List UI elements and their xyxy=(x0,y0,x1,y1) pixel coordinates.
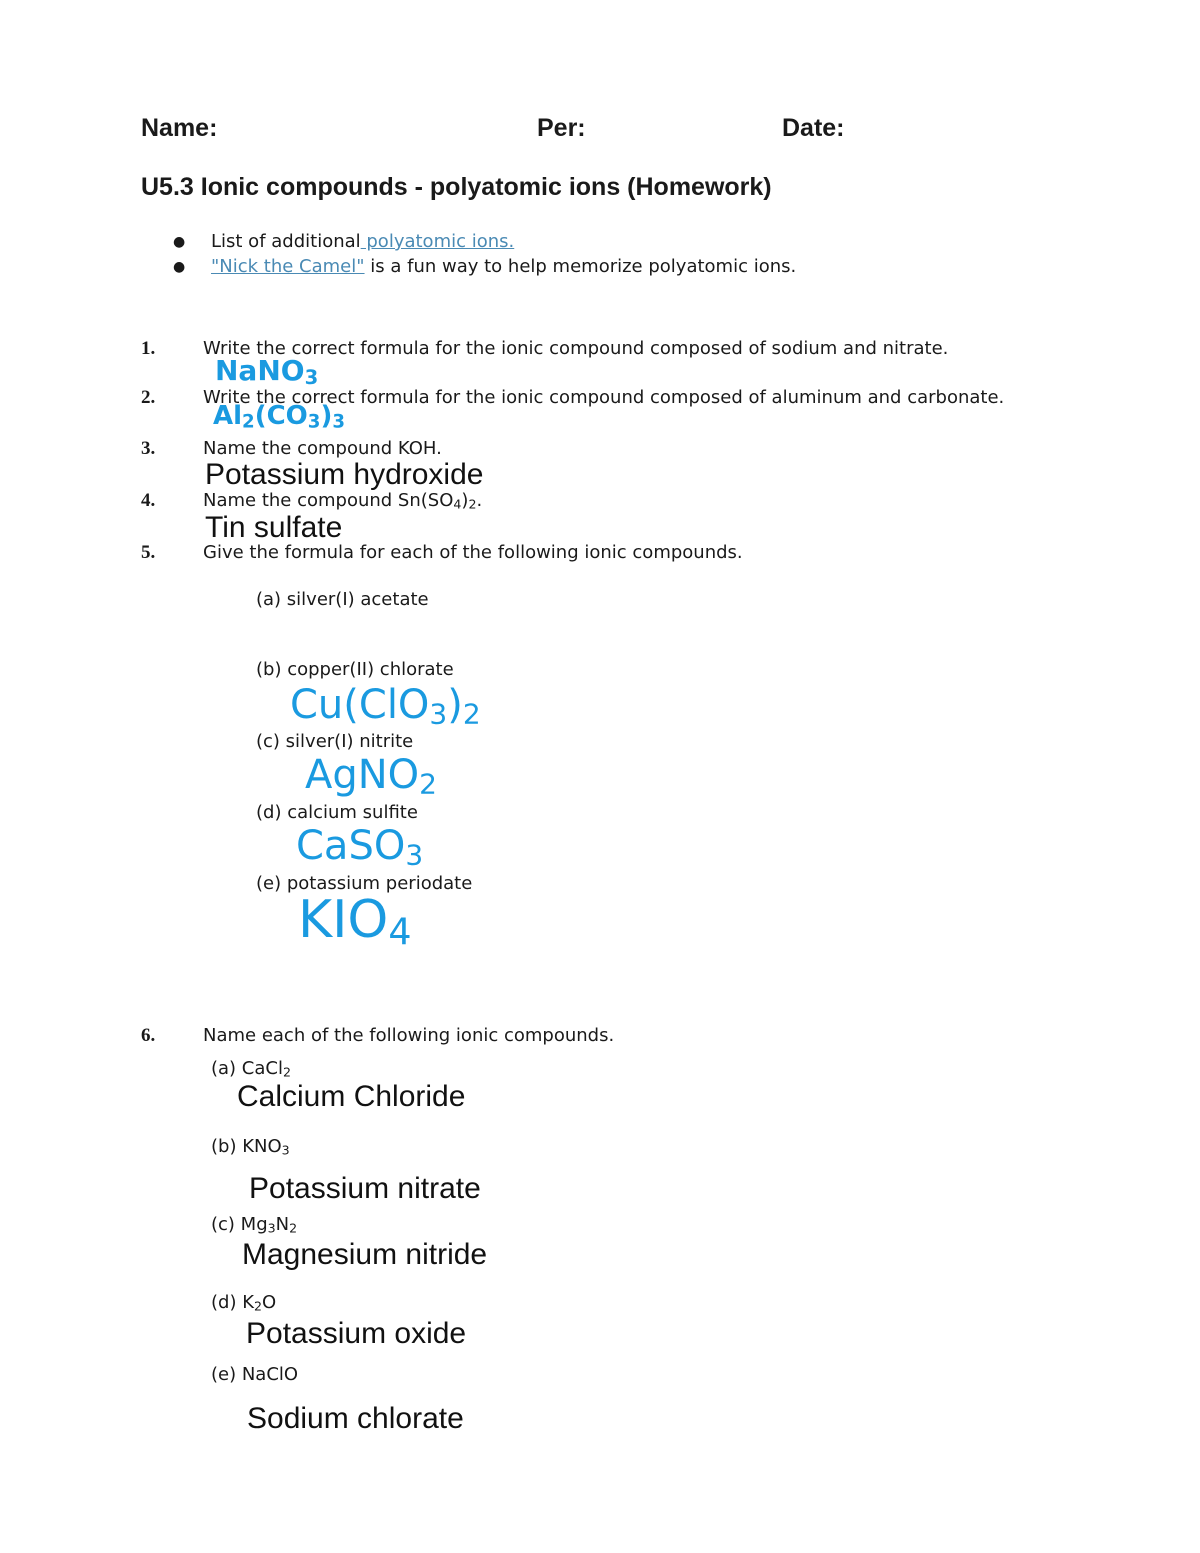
sub-question-label: (d) calcium sulfite xyxy=(256,802,418,823)
bullet-text: List of additional xyxy=(211,231,361,252)
question-number: 5. xyxy=(141,542,156,563)
handwritten-answer: $KIO_4$ xyxy=(298,890,412,954)
sub-question-label: (d) $K_2O$ xyxy=(211,1292,277,1314)
question-text: Name the compound KOH. xyxy=(203,438,442,459)
sub-question-label: (c) $Mg_3N_2$ xyxy=(211,1214,298,1236)
bullet-dot: ● xyxy=(173,259,186,275)
question-text: Name the compound $Sn(SO_4)_2$. xyxy=(203,490,483,512)
typed-answer: Tin sulfate xyxy=(205,511,343,544)
sub-question-label: (e) NaClO xyxy=(211,1364,299,1385)
sub-question-label: (c) silver(I) nitrite xyxy=(256,731,414,752)
question-text: Name each of the following ionic compounds. xyxy=(203,1025,615,1046)
typed-answer: Calcium Chloride xyxy=(237,1080,466,1113)
handwritten-answer: $Al_2(CO_3)_3$ xyxy=(213,401,345,433)
question-number: 4. xyxy=(141,490,156,511)
bullet-item xyxy=(211,256,796,277)
sub-question-label: (e) potassium periodate xyxy=(256,873,473,894)
question-number: 3. xyxy=(141,438,156,459)
name-label: Name: xyxy=(141,114,218,142)
sub-question-label: (b) copper(II) chlorate xyxy=(256,659,454,680)
bullet-dot: ● xyxy=(173,234,186,250)
typed-answer: Sodium chlorate xyxy=(247,1402,464,1435)
question-number: 6. xyxy=(141,1025,156,1046)
handwritten-answer: CaSO$_3$ xyxy=(296,823,424,872)
bullet-text: is a fun way to help memorize polyatomic ions. xyxy=(364,256,797,277)
typed-answer: Magnesium nitride xyxy=(242,1238,488,1271)
question-text: Give the formula for each of the following ionic compounds. xyxy=(203,542,743,563)
typed-answer: Potassium oxide xyxy=(246,1317,467,1350)
sub-question-label: (a) silver(I) acetate xyxy=(256,589,429,610)
sub-question-label: (a) CaCl$_2$ xyxy=(211,1058,291,1080)
typed-answer: Potassium hydroxide xyxy=(205,458,484,491)
handwritten-answer: $Cu(ClO_3)_2$ xyxy=(290,682,481,731)
bullet-item xyxy=(211,231,514,252)
handwritten-answer: AgNO$_2$ xyxy=(305,752,437,801)
page-title: U5.3 Ionic compounds - polyatomic ions (Homework) xyxy=(141,173,772,201)
date-label: Date: xyxy=(782,114,845,142)
nick-the-camel-link[interactable]: "Nick the Camel" xyxy=(211,256,365,277)
sub-question-label: (b) $KNO_3$ xyxy=(211,1136,290,1158)
handwritten-answer: NaNO$_3$ xyxy=(215,354,319,389)
question-number: 1. xyxy=(141,338,156,359)
per-label: Per: xyxy=(537,114,586,142)
question-text: Write the correct formula for the ionic compound composed of aluminum and carbonate. xyxy=(203,387,1005,408)
question-number: 2. xyxy=(141,387,156,408)
question-text: Write the correct formula for the ionic compound composed of sodium and nitrate. xyxy=(203,338,949,359)
typed-answer: Potassium nitrate xyxy=(249,1172,481,1205)
polyatomic-ions-link[interactable]: polyatomic ions. xyxy=(360,231,515,252)
